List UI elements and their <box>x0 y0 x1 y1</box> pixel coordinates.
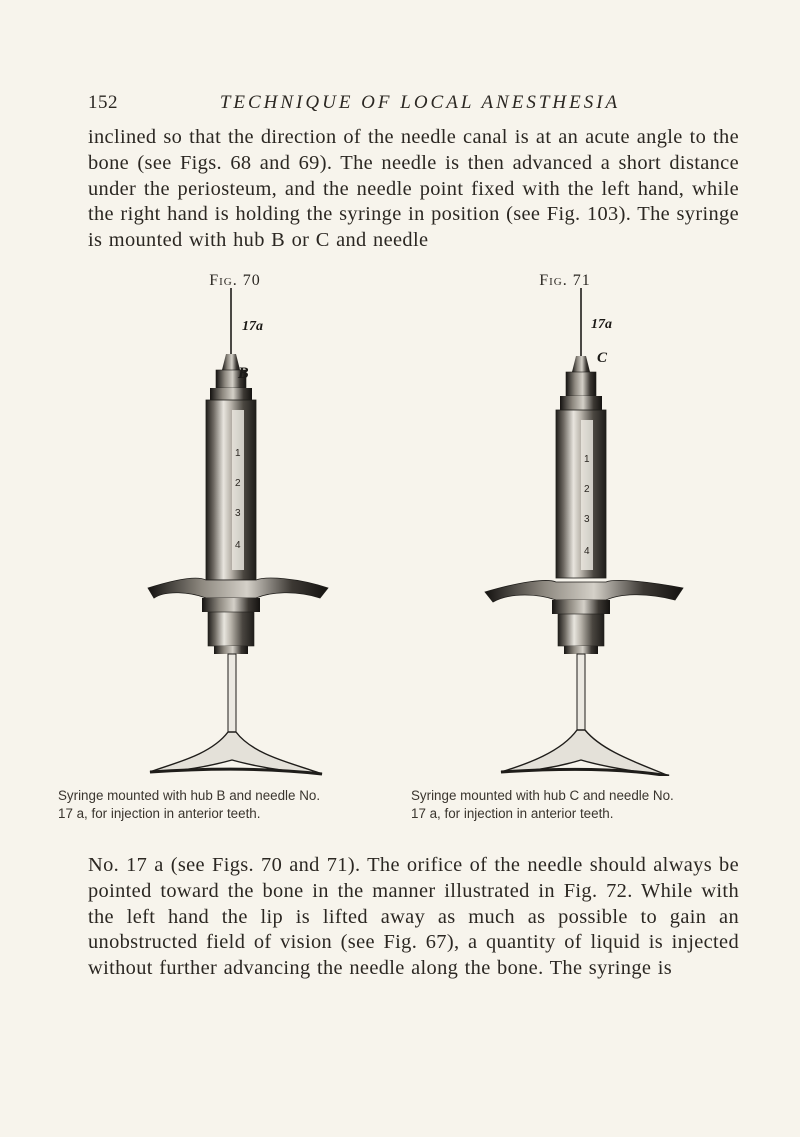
figure-caption <box>411 787 741 823</box>
finger-flange <box>148 578 328 598</box>
syringe-illustration-icon <box>90 286 390 776</box>
page-header <box>88 92 712 116</box>
finger-flange <box>485 580 683 602</box>
caption-line-2: 17 a, for injection in anterior teeth. <box>411 806 614 821</box>
plunger-housing <box>208 612 254 646</box>
hub-label: C <box>597 350 608 366</box>
plunger-housing <box>558 614 604 646</box>
barrel-mark: 2 <box>584 484 590 495</box>
hub-collar <box>210 388 252 400</box>
hub-label: B <box>238 365 249 382</box>
lower-collar <box>202 598 260 612</box>
figure-title: Fig. 71 <box>539 272 591 289</box>
caption-line-1: Syringe mounted with hub C and needle No. <box>411 788 674 803</box>
figure-71 <box>411 272 715 832</box>
running-head: TECHNIQUE OF LOCAL ANESTHESIA <box>219 92 621 113</box>
needle-label: 17a <box>591 317 612 332</box>
hub-tip <box>572 356 590 372</box>
barrel-mark: 4 <box>235 540 241 551</box>
figure-70 <box>58 272 390 832</box>
barrel-mark: 3 <box>584 514 590 525</box>
hub-body <box>566 372 596 396</box>
barrel-mark: 1 <box>235 448 241 459</box>
needle-label: 17a <box>242 319 263 334</box>
plunger-rod <box>228 654 236 738</box>
page-number: 152 <box>88 92 118 113</box>
caption-line-2: 17 a, for injection in anterior teeth. <box>58 806 261 821</box>
hub-collar <box>560 396 602 410</box>
barrel-mark: 2 <box>235 478 241 489</box>
syringe-illustration-icon <box>415 286 715 776</box>
figure-caption <box>58 787 388 823</box>
caption-line-1: Syringe mounted with hub B and needle No. <box>58 788 321 803</box>
syringe-barrel <box>206 400 256 580</box>
barrel-mark: 1 <box>584 454 590 465</box>
figure-title: Fig. 70 <box>209 272 261 289</box>
body-paragraph-top: inclined so that the direction of the needle canal is at an acute angle to the bone (see Figs. 68 and 69). The needle is then advanced a short distance under the periosteum, and the needle point fixed with the left hand, while the right hand is holding the syringe in position (see Fig. 103). The syringe is mounted with hub B or C and needle <box>88 126 739 252</box>
body-paragraph-bottom: No. 17 a (see Figs. 70 and 71). The orifice of the needle should always be pointed toward the bone in the manner illustrated in Fig. 72. While with the left hand the lip is lifted away as much as possible to gain an unobstructed field of vision (see Fig. 67), a quantity of liquid is injected without further advancing the needle along the bone. The syringe is <box>88 854 739 980</box>
plunger-rod <box>577 654 585 736</box>
lower-collar <box>552 600 610 614</box>
barrel-mark: 4 <box>584 546 590 557</box>
barrel-mark: 3 <box>235 508 241 519</box>
